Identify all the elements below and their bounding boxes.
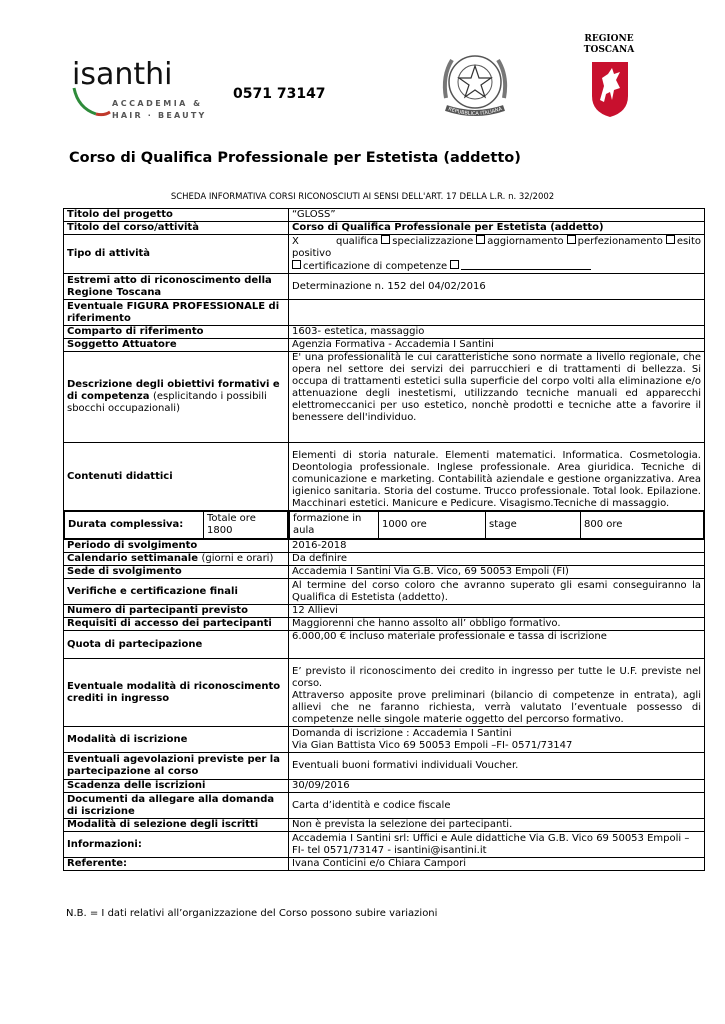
table-row: [64, 274, 705, 300]
value-crediti-2: Attraverso apposite prove preliminari (bilancio di competenze in entrata), agli allievi che ne faranno richiesta, verrà valutato l’eventuale possesso di competenze nelle singole materie oggetto del percorso formativo.: [292, 690, 701, 725]
label-verifiche: Verifiche e certificazione finali: [64, 579, 289, 605]
table-row: [64, 858, 705, 871]
table-row: [64, 566, 705, 579]
table-row: [64, 727, 705, 753]
table-row: [64, 352, 705, 443]
label-documenti: Documenti da allegare alla domanda di iscrizione: [64, 793, 289, 819]
checkbox-icon: [476, 235, 485, 244]
table-row: [64, 222, 705, 235]
value-documenti: Carta d’identità e codice fiscale: [289, 793, 705, 819]
region-line2: TOSCANA: [583, 45, 635, 55]
checkbox-icon: [666, 235, 675, 244]
table-row: [64, 300, 705, 326]
footer-note: N.B. = I dati relativi all’organizzazione del Corso possono subire variazioni: [66, 908, 438, 919]
table-row: [64, 511, 705, 540]
value-iscrizione-2: Via Gian Battista Vico 69 50053 Empoli –FI- 0571/73147: [292, 739, 573, 751]
logo-wordmark: isanthi: [72, 57, 173, 92]
label-comparto: Comparto di riferimento: [64, 326, 289, 339]
label-scadenza: Scadenza delle iscrizioni: [64, 780, 289, 793]
page-subtitle: SCHEDA INFORMATIVA CORSI RICONOSCIUTI AI SENSI DELL'ART. 17 DELLA L.R. n. 32/2002: [170, 192, 555, 202]
value-iscrizione: [289, 727, 705, 753]
italian-republic-emblem: [432, 46, 518, 124]
label-selezione: Modalità di selezione degli iscritti: [64, 819, 289, 832]
label-calendario-bold: Calendario settimanale: [67, 553, 199, 564]
checkbox-icon: [450, 260, 459, 269]
table-row: [64, 631, 705, 659]
value-durata-totale: Totale ore 1800: [204, 512, 288, 539]
label-obiettivi-bold: Descrizione degli obiettivi formativi e di competenza: [67, 379, 280, 402]
option-esito-positivo: esito positivo: [292, 236, 701, 259]
label-informazioni: Informazioni:: [64, 832, 289, 858]
option-perfezionamento: perfezionamento: [577, 236, 663, 247]
option-specializzazione: specializzazione: [392, 236, 474, 247]
label-contenuti: Contenuti didattici: [64, 443, 289, 511]
label-titolo-progetto: Titolo del progetto: [64, 209, 289, 222]
label-calendario: [64, 553, 289, 566]
table-row: [64, 579, 705, 605]
label-periodo: Periodo di svolgimento: [64, 540, 289, 553]
label-numero: Numero di partecipanti previsto: [64, 605, 289, 618]
table-row: [64, 339, 705, 352]
page-title: Corso di Qualifica Professionale per Estetista (addetto): [69, 150, 521, 166]
value-durata-stage: stage: [486, 512, 581, 539]
value-periodo: 2016-2018: [289, 540, 705, 553]
option-certificazione: certificazione di competenze: [303, 261, 448, 272]
table-row: [64, 780, 705, 793]
value-titolo-progetto: “GLOSS”: [289, 209, 705, 222]
value-verifiche: Al termine del corso coloro che avranno superato gli esami conseguiranno la Qualifica di Estetista (addetto).: [289, 579, 705, 605]
label-durata: Durata complessiva:: [65, 512, 204, 539]
value-estremi: Determinazione n. 152 del 04/02/2016: [289, 274, 705, 300]
table-row: [64, 209, 705, 222]
checkbox-icon: [381, 235, 390, 244]
label-iscrizione: Modalità di iscrizione: [64, 727, 289, 753]
value-quota: 6.000,00 € incluso materiale professionale e tassa di iscrizione: [289, 631, 705, 659]
value-soggetto: Agenzia Formativa - Accademia I Santini: [289, 339, 705, 352]
label-requisiti: Requisiti di accesso dei partecipanti: [64, 618, 289, 631]
table-row: [64, 793, 705, 819]
checkbox-icon: [292, 260, 301, 269]
label-crediti: Eventuale modalità di riconoscimento crediti in ingresso: [64, 659, 289, 727]
label-estremi: Estremi atto di riconoscimento della Regione Toscana: [64, 274, 289, 300]
region-line1: REGIONE: [584, 34, 634, 44]
logo-line1: ACCADEMIA &: [112, 99, 203, 108]
table-row: [64, 832, 705, 858]
label-calendario-light: (giorni e orari): [201, 553, 274, 564]
value-contenuti: Elementi di storia naturale. Elementi matematici. Informatica. Cosmetologia. Deontologia professionale. Inglese professionale. Area giuridica. Tecniche di comunicazione e marketing. Contabilità aziendale e gestione organizzativa. Area igienico sanitaria. Storia del costume. Trucco professionale. Total look. Epilazione. Macchinari estetici. Manicure e Pedicure. Visagismo.Tecniche di massaggio.: [289, 443, 705, 511]
label-quota: Quota di partecipazione: [64, 631, 289, 659]
value-iscrizione-1: Domanda di iscrizione : Accademia I Santini: [292, 727, 512, 739]
table-row: [64, 235, 705, 274]
table-row: [64, 326, 705, 339]
value-referente: Ivana Conticini e/o Chiara Campori: [289, 858, 705, 871]
label-durata-cell: [64, 511, 289, 540]
table-row: [64, 540, 705, 553]
value-obiettivi: E' una professionalità le cui caratteristiche sono normate a livello regionale, che opera nel settore dei servizi dei parrucchieri e di trattamenti di bellezza. Si occupa di trattamenti estetici sulla superficie del corpo volti alla eliminazione e/o attenuazione degli inestetismi, utilizzando tecniche manuali ed apparecchi elettromeccanici per uso estetico, nonchè prodotti e tecniche atte a favorire il benessere dell'individuo.: [289, 352, 705, 443]
table-row: [64, 553, 705, 566]
label-soggetto: Soggetto Attuatore: [64, 339, 289, 352]
value-informazioni: Accademia I Santini srl: Uffici e Aule didattiche Via G.B. Vico 69 50053 Empoli –FI- tel 0571/73147 - isantini@isantini.it: [289, 832, 705, 858]
option-aggiornamento: aggiornamento: [487, 236, 564, 247]
value-durata-formazione: formazione in aula: [290, 512, 379, 539]
value-titolo-corso: Corso di Qualifica Professionale per Estetista (addetto): [289, 222, 705, 235]
value-figura: [289, 300, 705, 326]
regione-toscana-logo: [578, 34, 640, 126]
value-crediti-1: E’ previsto il riconoscimento dei credito in ingresso per tutte le U.F. previste nel corso.: [292, 666, 701, 689]
value-durata-ore-aula: 1000 ore: [379, 512, 486, 539]
course-info-table: [63, 208, 705, 871]
page-header: [0, 0, 725, 140]
value-calendario: Da definire: [289, 553, 705, 566]
checkbox-icon: [567, 235, 576, 244]
value-tipo-attivita: [289, 235, 705, 274]
label-figura: Eventuale FIGURA PROFESSIONALE di riferimento: [64, 300, 289, 326]
value-scadenza: 30/09/2016: [289, 780, 705, 793]
label-obiettivi-light: (esplicitando i possibili sbocchi occupazionali): [67, 391, 267, 414]
option-qualifica: X qualifica: [292, 236, 379, 247]
table-row: [64, 605, 705, 618]
value-crediti: [289, 659, 705, 727]
value-requisiti: Maggiorenni che hanno assolto all’ obbligo formativo.: [289, 618, 705, 631]
label-tipo-attivita: Tipo di attività: [64, 235, 289, 274]
table-row: [64, 659, 705, 727]
value-selezione: Non è prevista la selezione dei partecipanti.: [289, 819, 705, 832]
isantini-logo: [70, 50, 215, 122]
label-obiettivi: [64, 352, 289, 443]
value-durata-cell: [289, 511, 705, 540]
table-row: [64, 753, 705, 780]
phone-number: 0571 73147: [233, 86, 326, 102]
pegasus-shield-icon: [590, 60, 630, 122]
logo-line2: HAIR · BEAUTY: [112, 111, 207, 120]
value-agevolazioni: Eventuali buoni formativi individuali Voucher.: [289, 753, 705, 780]
label-sede: Sede di svolgimento: [64, 566, 289, 579]
blank-line: [461, 260, 591, 270]
value-comparto: 1603- estetica, massaggio: [289, 326, 705, 339]
value-sede: Accademia I Santini Via G.B. Vico, 69 50053 Empoli (FI): [289, 566, 705, 579]
table-row: [64, 443, 705, 511]
value-durata-ore-stage: 800 ore: [581, 512, 704, 539]
svg-text:REPUBBLICA ITALIANA: REPUBBLICA ITALIANA: [447, 106, 503, 118]
table-row: [64, 819, 705, 832]
label-titolo-corso: Titolo del corso/attività: [64, 222, 289, 235]
table-row: [64, 618, 705, 631]
label-referente: Referente:: [64, 858, 289, 871]
label-agevolazioni: Eventuali agevolazioni previste per la partecipazione al corso: [64, 753, 289, 780]
value-numero: 12 Allievi: [289, 605, 705, 618]
